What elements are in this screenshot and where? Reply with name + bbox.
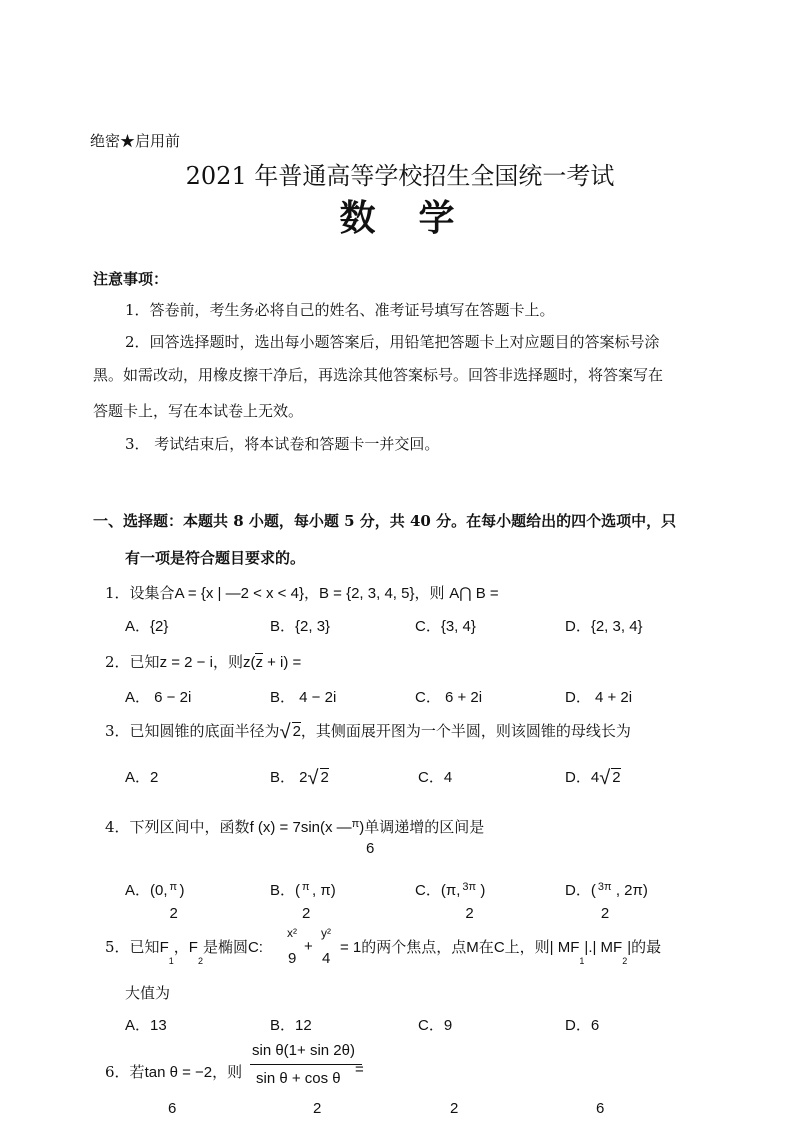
q3-option-c: C．4: [418, 769, 453, 786]
q1-text-b: ，则: [414, 584, 445, 602]
q6-option-c-partial: 2: [450, 1100, 459, 1117]
notice-item-2c: 答题卡上，写在本试卷上无效。: [93, 402, 304, 420]
q4-number: 4．: [105, 818, 130, 836]
q5-text-e: 上，则: [504, 938, 550, 956]
q3-option-a: A．2: [125, 769, 159, 786]
q1-set-a: A = {x | —2 < x < 4}: [174, 585, 304, 602]
q4-pi: π: [351, 818, 360, 830]
q3-option-d-radicand: 2: [612, 769, 621, 786]
q5-f2-sub: 2: [197, 956, 203, 966]
q6-denominator: sin θ + cos θ: [256, 1070, 341, 1087]
notice-heading: 注意事项：: [93, 270, 169, 288]
secret-label: 绝密★启用前: [90, 132, 181, 150]
q5-text-c: 的两个焦点，点: [361, 938, 467, 956]
q1-option-d: D．{2, 3, 4}: [565, 618, 643, 635]
q3-radicand: 2: [292, 723, 301, 740]
q5-four: 4: [322, 950, 331, 967]
q4-option-c-den: 2: [465, 905, 474, 922]
q4-text-b: 单调递增的区间是: [364, 818, 485, 836]
q5-option-d: D．6: [565, 1017, 600, 1034]
q5-rest: [340, 936, 662, 966]
q4-text-a: 下列区间中，函数: [129, 818, 250, 836]
q1-option-b: B．{2, 3}: [270, 618, 331, 635]
section1-line2: 有一项是符合题目要求的。: [125, 549, 306, 567]
q4-option-a-right: ): [179, 882, 185, 899]
q4-option-c: [415, 879, 486, 922]
q4-option-d-label: D．: [565, 882, 591, 899]
q4-close: ): [359, 819, 365, 836]
question-1: [105, 582, 499, 603]
q3-option-b-radicand: 2: [320, 769, 329, 786]
q5-text-a: 已知: [129, 938, 160, 956]
q5-eq1: = 1: [340, 939, 362, 956]
q5-f2: F: [188, 939, 198, 956]
q5-option-b: B．12: [270, 1017, 312, 1034]
q6-option-d-partial: 6: [596, 1100, 605, 1117]
q6-equals: =: [355, 1061, 364, 1078]
question-5: [105, 936, 263, 966]
q5-ellipse-c: C:: [247, 939, 263, 956]
q4-six: 6: [366, 840, 375, 857]
q4-expr: f (x) = 7sin(x —: [249, 819, 352, 836]
q2-option-a: A． 6 − 2i: [125, 689, 192, 706]
q5-text-b: 是椭圆: [202, 938, 248, 956]
q4-option-c-right: ): [480, 882, 486, 899]
q5-option-c: C．9: [418, 1017, 453, 1034]
q1-sep: ，: [303, 584, 319, 602]
q6-option-b-partial: 2: [313, 1100, 322, 1117]
q4-option-b-label: B．: [270, 882, 296, 899]
q3-option-d-sqrt: [599, 769, 620, 786]
q4-option-a-den: 2: [169, 905, 178, 922]
q3-option-d: [565, 766, 621, 787]
q2-text-b: ，则: [212, 653, 243, 671]
q5-line2: 大值为: [125, 984, 171, 1002]
notice-item-2b: 黑。如需改动，用橡皮擦干净后，再选涂其他答案标号。回答非选择题时，将答案写在: [93, 366, 664, 384]
q5-number: 5．: [105, 938, 130, 956]
q4-option-c-label: C．: [415, 882, 441, 899]
q4-option-a-left: (0,: [150, 882, 168, 899]
q4-option-a-label: A．: [125, 882, 151, 899]
q5-mf1: | MF: [549, 939, 580, 956]
q3-option-b-sqrt: [308, 769, 329, 786]
q2-expr1: z = 2 − i: [159, 654, 213, 671]
q4-option-c-num: 3π: [462, 881, 477, 893]
q5-comma: ，: [173, 938, 189, 956]
notice-item-3: 3． 考试结束后，将本试卷和答题卡一并交回。: [125, 435, 440, 453]
q4-option-d-right: , 2π): [615, 882, 648, 899]
q3-number: 3．: [105, 722, 130, 740]
q5-mf2: |.| MF: [584, 939, 623, 956]
q4-option-b: [270, 879, 336, 922]
q4-option-b-right: , π): [312, 882, 336, 899]
exam-title: 2021 年普通高等学校招生全国统一考试: [185, 162, 615, 190]
q2-expr2-post: + i) =: [262, 654, 302, 671]
q3-text-b: ，其侧面展开图为一个半圆，则该圆锥的母线长为: [300, 722, 631, 740]
q3-text-a: 已知圆锥的底面半径为: [129, 722, 280, 740]
q2-text-a: 已知: [129, 653, 160, 671]
q5-mf1-sub: 1: [579, 956, 585, 966]
q4-option-a-num: π: [169, 881, 178, 893]
q6-fraction-line: [250, 1064, 362, 1065]
q6-expr: tan θ = −2: [144, 1064, 213, 1081]
q4-option-d-left: (: [590, 882, 596, 899]
q1-number: 1．: [105, 584, 130, 602]
question-2: [105, 651, 301, 672]
q1-expr: A⋂ B =: [449, 585, 499, 602]
q4-option-b-num: π: [302, 881, 310, 893]
q5-option-a: A．13: [125, 1017, 167, 1034]
q2-number: 2．: [105, 653, 130, 671]
question-4: [105, 816, 484, 837]
q5-m: M: [466, 939, 479, 956]
q5-y2: y²: [321, 926, 331, 940]
q5-c2: C: [493, 939, 505, 956]
question-6: [105, 1061, 242, 1082]
q5-bar: |: [627, 939, 632, 956]
q1-option-a: A．{2}: [125, 618, 169, 635]
q3-option-b-pre: B． 2: [270, 769, 308, 786]
q4-option-c-left: (π,: [440, 882, 461, 899]
q2-option-d: D． 4 + 2i: [565, 689, 633, 706]
q5-plus: +: [304, 938, 313, 955]
q1-text-a: 设集合: [129, 584, 175, 602]
notice-item-1: 1．答卷前，考生务必将自己的姓名、准考证号填写在答题卡上。: [125, 301, 555, 319]
q5-nine: 9: [288, 950, 297, 967]
q3-option-d-pre: D．4: [565, 769, 600, 786]
q6-option-a-partial: 6: [168, 1100, 177, 1117]
q2-option-c: C． 6 + 2i: [415, 689, 483, 706]
notice-item-2a: 2．回答选择题时，选出每小题答案后，用铅笔把答题卡上对应题目的答案标号涂: [125, 333, 660, 351]
subject-title: 数 学: [339, 197, 461, 239]
q5-text-d: 在: [478, 938, 494, 956]
q4-option-b-left: (: [295, 882, 301, 899]
q5-f1: F: [159, 939, 169, 956]
question-3: [105, 720, 631, 741]
q6-text-a: 若: [129, 1063, 145, 1081]
q2-expr2-pre: z(: [242, 654, 256, 671]
q1-set-b: B = {2, 3, 4, 5}: [318, 585, 415, 602]
q1-option-c: C．{3, 4}: [415, 618, 476, 635]
q2-z-conjugate: z: [255, 654, 263, 671]
q4-option-d: [565, 879, 648, 922]
q6-number: 6．: [105, 1063, 130, 1081]
q5-x2: x²: [287, 926, 297, 940]
q2-expr2: [243, 653, 301, 671]
q4-option-d-num: 3π: [597, 881, 612, 893]
q5-mf2-sub: 2: [622, 956, 628, 966]
q4-option-d-den: 2: [600, 905, 610, 922]
q6-numerator: sin θ(1+ sin 2θ): [252, 1042, 355, 1059]
q5-text-f: 的最: [631, 938, 662, 956]
q2-option-b: B． 4 − 2i: [270, 689, 337, 706]
q3-option-b: [270, 766, 329, 787]
q6-text-b: ，则: [212, 1063, 243, 1081]
section1-line1: 一、选择题：本题共 8 小题，每小题 5 分，共 40 分。在每小题给出的四个选项中，只: [93, 512, 677, 530]
q3-sqrt-symbol: [280, 723, 301, 740]
q4-option-b-den: 2: [302, 905, 311, 922]
q5-f1-sub: 1: [168, 956, 174, 966]
q4-option-a: [125, 879, 185, 922]
